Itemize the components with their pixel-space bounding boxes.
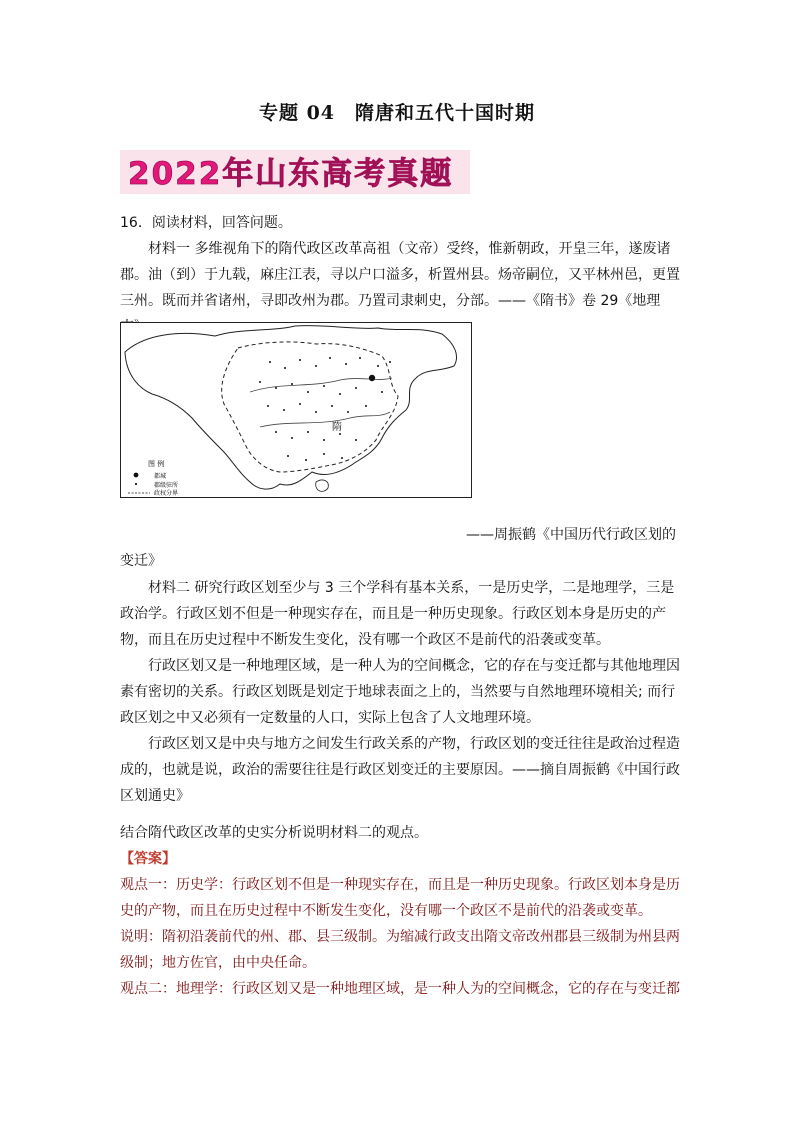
- page-title: 专题 04 隋唐和五代十国时期: [258, 102, 536, 124]
- answer-para-3: 观点二：地理学：行政区划又是一种地理区域，是一种人为的空间概念，它的存在与变迁都: [120, 981, 680, 997]
- answer-label: 【答案】: [120, 851, 176, 867]
- question-intro: 16．阅读材料，回答问题。: [120, 215, 292, 231]
- answer-para-1: 观点一：历史学：行政区划不但是一种现实存在，而且是一种历史现象。行政区划本身是历史的产物，而且在历史过程中不断发生变化，没有哪一个政区不是前代的沿袭或变革。: [120, 877, 680, 919]
- exam-banner: [120, 150, 470, 194]
- legend-item-prefecture: 郡级驻所: [154, 482, 179, 489]
- material-1: 材料一 多维视角下的隋代政区改革高祖（文帝）受终，惟新朝政，开皇三年，遂废诸郡。油（到）于九载，麻庄江表，寻以户口溢多，析置州县。炀帝嗣位，又平林州邑，更置三州。既而并省诸州，寻即改州为郡。乃置司隶刺史，分部。——《隋书》卷 29《地理: [120, 241, 680, 309]
- legend-prefecture-icon: [135, 483, 137, 485]
- question-prompt: 结合隋代政区改革的史实分析说明材料二的观点。: [120, 825, 428, 841]
- answer-para-2: 说明：隋初沿袭前代的州、郡、县三级制。为缩减行政支出隋文帝改州郡县三级制为州县两级制；地方佐官，由中央任命。: [120, 929, 680, 971]
- answer-block: [120, 820, 680, 1002]
- material-2-para-2: 行政区划又是一种地理区域，是一种人为的空间概念，它的存在与变迁都与其他地理因素有密切的关系。行政区划既是划定于地球表面之上的，当然要与自然地理环境相关; 而行政区划之中又必须有一定数量的人口，实际上包含了人文地理环境。: [120, 658, 680, 726]
- question-block: [120, 210, 680, 340]
- legend-title: 图 例: [148, 460, 165, 468]
- capital-marker: [369, 375, 375, 381]
- material-2-para-1: 材料二 研究行政区划至少与 3 三个学科有基本关系，一是历史学，二是地理学，三是政治学。行政区划不但是一种现实存在，而且是一种历史现象。行政区划本身是历史的产物，而且在历史过程中不断发生变化，没有哪一个政区不是前代的沿袭或变革。: [120, 580, 675, 648]
- map-source-line2: 变迁》: [120, 553, 162, 569]
- material-2-para-3: 行政区划又是中央与地方之间发生行政关系的产物，行政区划的变迁往往是政治过程造成的，也就是说，政治的需要往往是行政区划变迁的主要原因。——摘自周振鹤《中国行政区划通史》: [120, 736, 680, 804]
- map-source-line1: ——周振鹤《中国历代行政区划的: [466, 527, 676, 543]
- sui-region-label: 隋: [332, 422, 342, 433]
- material-2-block: [120, 575, 680, 809]
- legend-item-boundary: 政权分界: [154, 490, 179, 497]
- exam-banner-text: 2022年山东高考真题: [128, 156, 454, 192]
- legend-capital-icon: [134, 473, 139, 478]
- legend-item-capital: 都城: [154, 473, 167, 480]
- sui-dynasty-map: [120, 322, 472, 498]
